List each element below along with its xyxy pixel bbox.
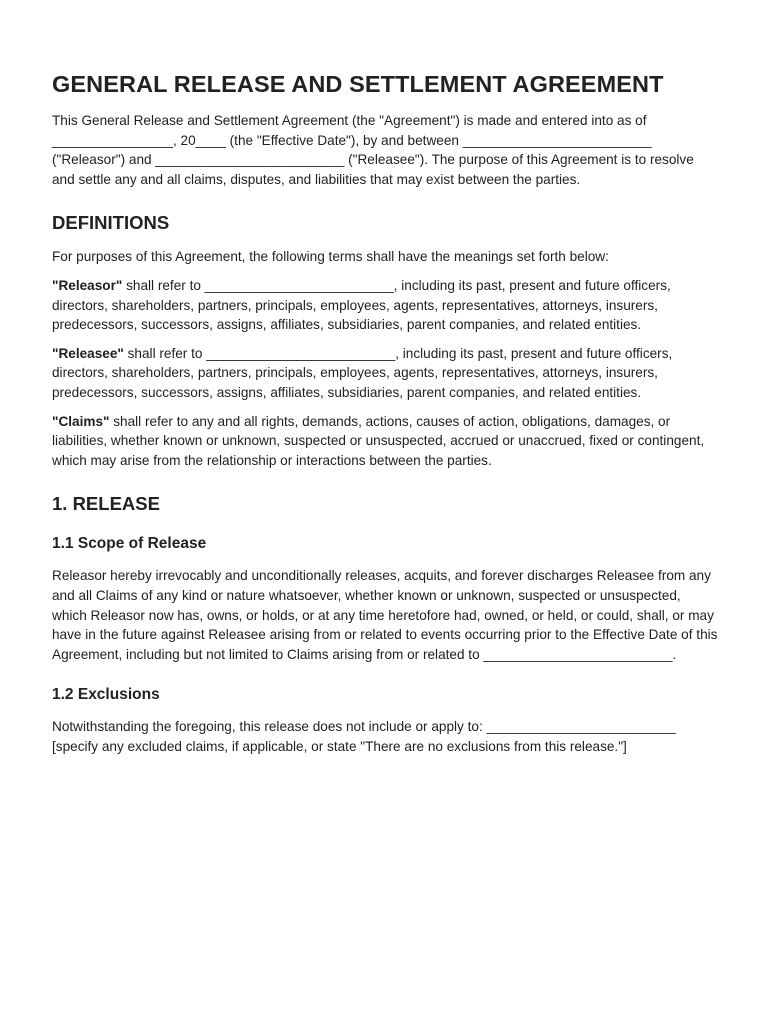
definitions-lead: For purposes of this Agreement, the following terms shall have the meanings set forth below: [52, 249, 609, 265]
definition-term: "Releasor" [52, 277, 123, 293]
exclusions-heading: 1.2 Exclusions [52, 686, 160, 704]
release-heading: 1. RELEASE [52, 493, 160, 515]
definition-claims [52, 412, 718, 471]
definitions-heading: DEFINITIONS [52, 212, 170, 234]
definition-text: shall refer to any and all rights, demands, actions, causes of action, obligations, damages, or liabilities, whether known or unknown, suspected or unsuspected, accrued or unaccrued, fixed or contingent, which may arise from the relationship or interactions between the parties. [52, 413, 705, 468]
definition-text: shall refer to _________________________, including its past, present and future officers, directors, shareholders, partners, principals, employees, agents, representatives, attorneys, insurers, predecessors, successors, assigns, affiliates, subsidiaries, parent companies, and related entities. [52, 345, 673, 400]
definition-releasor [52, 276, 718, 335]
exclusions-text: Notwithstanding the foregoing, this release does not include or apply to: _________________________ [specify any excluded claims, if applicable, or state "There are no exclusions from this release."] [52, 719, 676, 754]
definition-term: "Claims" [52, 413, 110, 429]
definition-term: "Releasee" [52, 345, 124, 361]
definition-text: shall refer to _________________________, including its past, present and future officers, directors, shareholders, partners, principals, employees, agents, representatives, attorneys, insurers, predecessors, successors, assigns, affiliates, subsidiaries, parent companies, and related entities. [52, 277, 671, 333]
scope-of-release-heading: 1.1 Scope of Release [52, 535, 207, 553]
scope-of-release-text: Releasor hereby irrevocably and unconditionally releases, acquits, and forever discharges Releasee from any and all Claims of any kind or nature whatsoever, whether known or unknown, suspected or unsuspected, which Releasor now has, owns, or holds, or at any time heretofore had, owned, or held, or could, shall, or may have in the future against Releasee arising from or related to events occurring prior to the Effective Date of this Agreement, including but not limited to Claims arising from or related to _________________________. [52, 568, 718, 662]
document-title: GENERAL RELEASE AND SETTLEMENT AGREEMENT [52, 71, 664, 97]
intro-paragraph: This General Release and Settlement Agreement (the "Agreement") is made and entered into as of ________________, 20____ (the "Effective Date"), by and between _________________________ ("Releasor") and _________________________ ("Releasee"). The purpose of this Agreement is to resolve and settle any and all claims, disputes, and liabilities that may exist between the parties. [52, 113, 694, 187]
definition-releasee [52, 344, 718, 403]
